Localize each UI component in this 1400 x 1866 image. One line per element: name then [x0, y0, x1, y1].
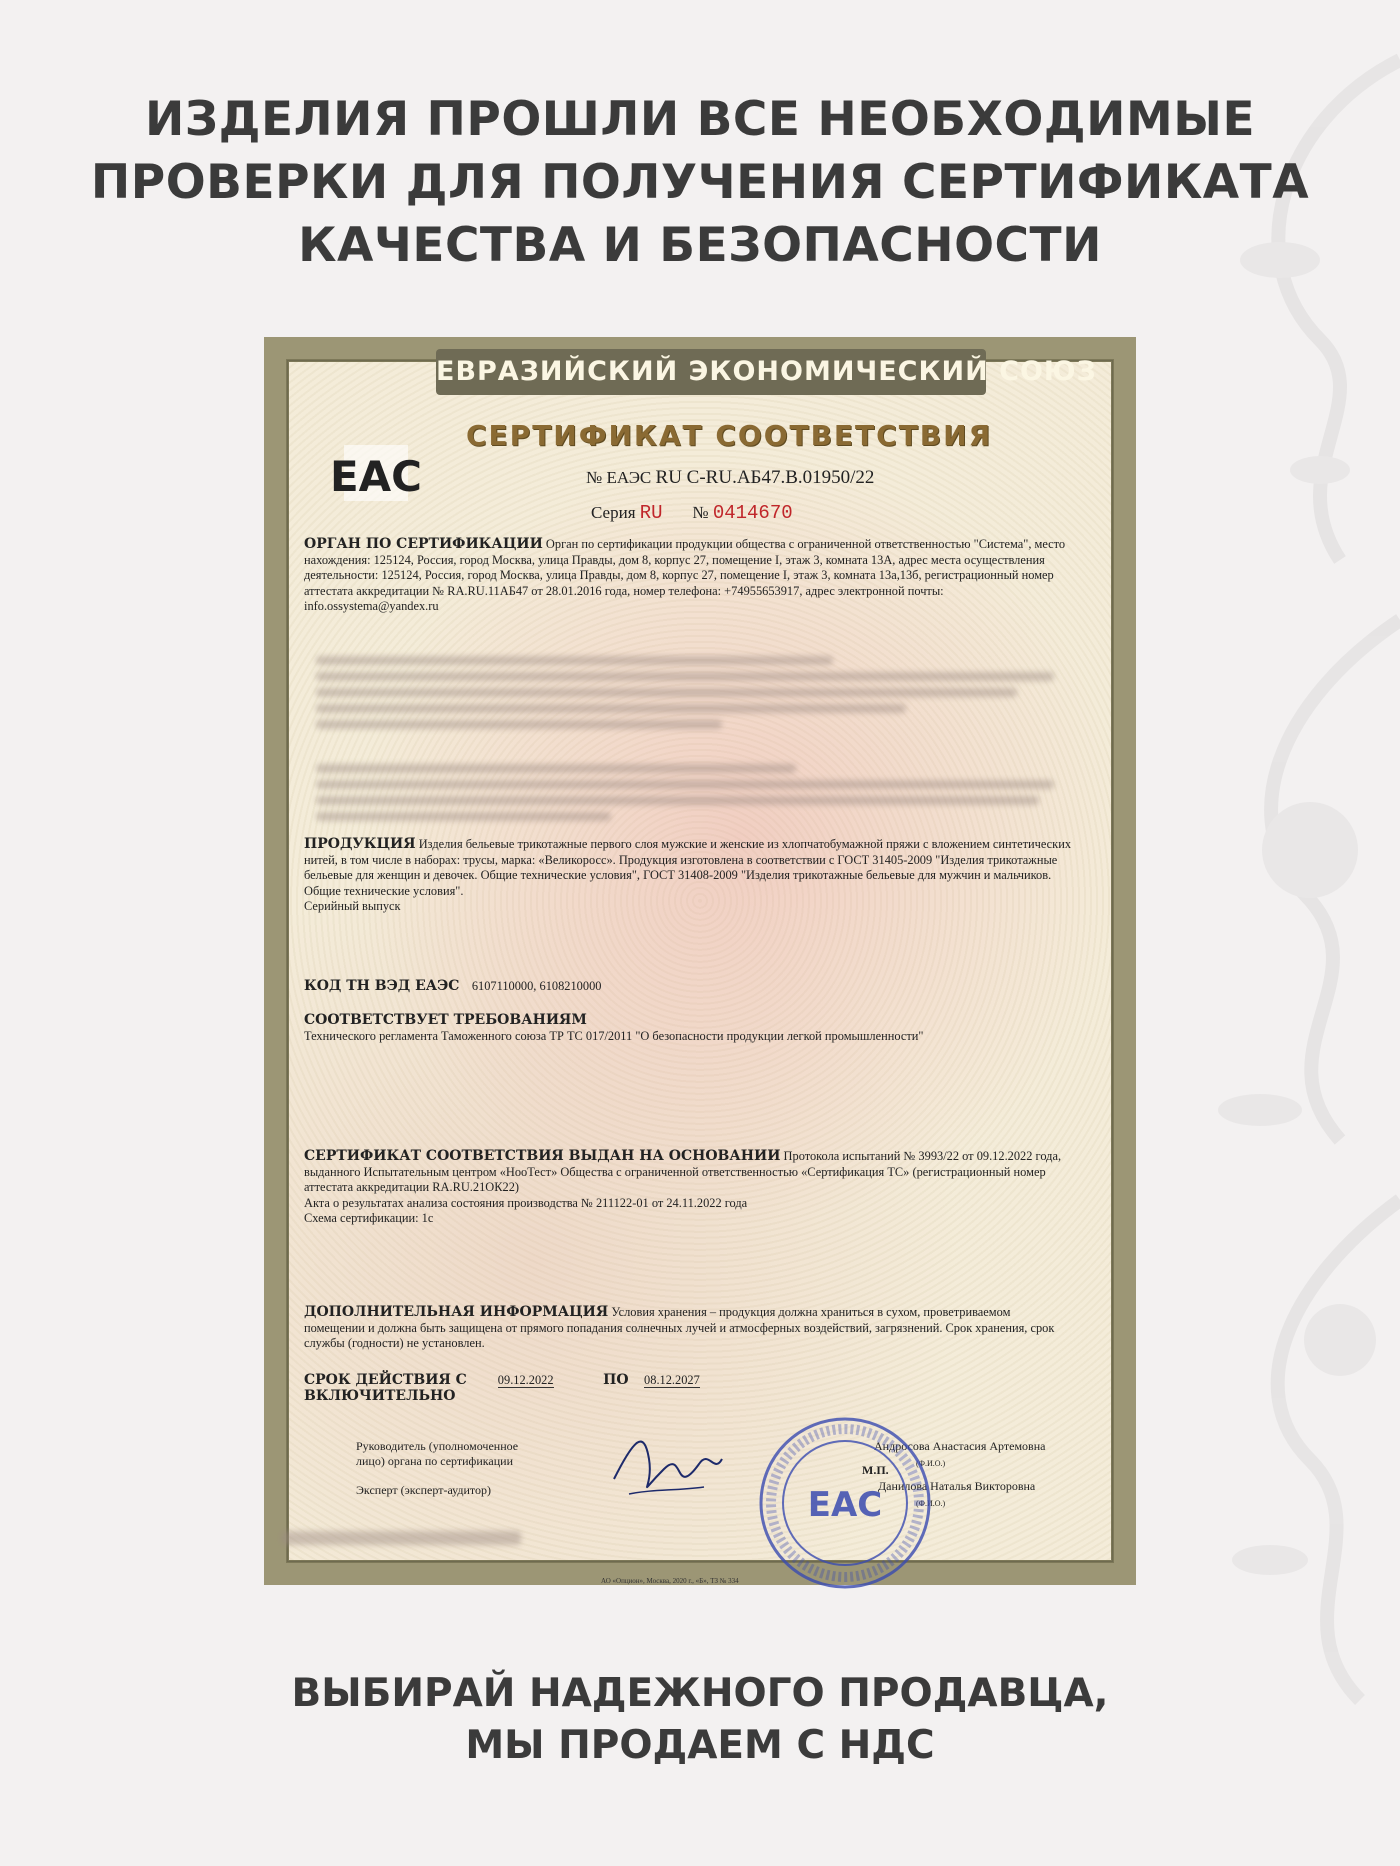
head-fio: (Ф.И.О.): [916, 1459, 946, 1468]
footer-line-1: ВЫБИРАЙ НАДЕЖНОГО ПРОДАВЦА,: [291, 1671, 1109, 1716]
signer-redacted: [281, 1524, 521, 1552]
series-value: RU: [639, 502, 663, 524]
expert-label: Эксперт (эксперт-аудитор): [356, 1483, 492, 1497]
basis-label: СЕРТИФИКАТ СООТВЕТСТВИЯ ВЫДАН НА ОСНОВАНИИ: [304, 1148, 781, 1164]
head-name: Андросова Анастасия Артемовна: [874, 1439, 1046, 1453]
certification-stamp: [756, 1414, 934, 1592]
stamp-mp: М.П.: [862, 1463, 889, 1477]
printer-imprint: АО «Опцион», Москва, 2020 г., «Б», ТЗ № 334: [601, 1577, 739, 1585]
headline-line-3: КАЧЕСТВА И БЕЗОПАСНОСТИ: [298, 218, 1102, 273]
headline-line-1: ИЗДЕЛИЯ ПРОШЛИ ВСЕ НЕОБХОДИМЫЕ: [144, 92, 1256, 147]
head-label-line-1: Руководитель (уполномоченное: [356, 1439, 519, 1453]
manufacturer-redacted: [316, 757, 1054, 828]
requirements-section: [304, 1013, 1074, 1044]
reg-number: RU C-RU.АБ47.В.01950/22: [655, 467, 875, 488]
certification-body-text: Орган по сертификации продукции общества с ограниченной ответственностью "Система", место нахождения: 125124, Россия, город Москва, улица Правды, дом 8, корпус 27, помещение I, этаж 3, комната 13А, адрес места осуществления деятельности: 125124, Россия, город Москва, улица Правды, дом 8, корпус 27, помещение I, этаж 3, комната 13а,13б, регистрационный номер аттестата аккредитации № RA.RU.11АБ47 от 28.01.2016 года, номер телефона: +74955653917, адрес электронной почты: info.ossystema@yandex.ru: [304, 537, 1066, 613]
additional-label: ДОПОЛНИТЕЛЬНАЯ ИНФОРМАЦИЯ: [304, 1304, 609, 1320]
product-section: [304, 837, 1074, 915]
svg-text:ЕАС: ЕАС: [807, 1485, 883, 1525]
additional-text: Условия хранения – продукция должна храниться в сухом, проветриваемом помещении и должна быть защищена от прямого попадания солнечных лучей и атмосферных воздействий, загрязнений. Срок хранения, срок службы (годности) не установлен.: [304, 1305, 1055, 1350]
validity-from-label: СРОК ДЕЙСТВИЯ С: [304, 1372, 467, 1388]
applicant-redacted: [316, 649, 1054, 736]
product-label: ПРОДУКЦИЯ: [304, 836, 416, 852]
footer-line-2: МЫ ПРОДАЕМ С НДС: [465, 1723, 935, 1768]
eac-logo-icon: [329, 445, 423, 501]
union-banner: ЕВРАЗИЙСКИЙ ЭКОНОМИЧЕСКИЙ СОЮЗ: [436, 349, 986, 395]
number-label: №: [692, 503, 709, 522]
basis-act: Акта о результатах анализа состояния производства № 211122-01 от 24.11.2022 года: [304, 1195, 748, 1210]
tnved-value: 6107110000, 6108210000: [471, 979, 602, 993]
product-release: Серийный выпуск: [304, 899, 401, 913]
headline: [0, 88, 1400, 277]
validity-section: [304, 1373, 1074, 1404]
series-line: [591, 502, 793, 524]
footer: [0, 1668, 1400, 1772]
certificate-image: [264, 337, 1136, 1585]
expert-fio: (Ф.И.О.): [916, 1499, 946, 1508]
headline-line-2: ПРОВЕРКИ ДЛЯ ПОЛУЧЕНИЯ СЕРТИФИКАТА: [90, 155, 1310, 210]
head-signature-label: [356, 1439, 518, 1469]
registration-line: [586, 467, 874, 489]
validity-inclusive-label: ВКЛЮЧИТЕЛЬНО: [304, 1387, 456, 1404]
basis-text: Протокола испытаний № 3993/22 от 09.12.2022 года, выданного Испытательным центром «НооТест» Общества с ограниченной ответственностью «Сертификация ТС» (регистрационный номер аттестата аккредитации RA.RU.21ОК22): [304, 1149, 1062, 1194]
basis-section: [304, 1149, 1074, 1227]
series-label: Серия: [591, 503, 636, 522]
expert-name: Данилова Наталья Викторовна: [878, 1479, 1036, 1493]
validity-to: 08.12.2027: [644, 1373, 700, 1387]
certification-body-label: ОРГАН ПО СЕРТИФИКАЦИИ: [304, 536, 543, 552]
certification-body-section: [304, 537, 1074, 615]
requirements-label: СООТВЕТСТВУЕТ ТРЕБОВАНИЯМ: [304, 1012, 587, 1028]
validity-from: 09.12.2022: [497, 1373, 554, 1387]
number-value: 0414670: [712, 502, 793, 524]
product-text: Изделия бельевые трикотажные первого слоя мужские и женские из хлопчатобумажной пряжи с вложением синтетических нитей, в том числе в наборах: трусы, марка: «Великоросс». Продукция изготовлена в соответствии с ГОСТ 31405-2009 "Изделия трикотажные бельевые для женщин и девочек. Общие технические условия", ГОСТ 31408-2009 "Изделия трикотажные бельевые для мужчин и мальчиков. Общие технические условия".: [304, 837, 1072, 898]
eac-logo-text: ЕАС: [329, 452, 423, 501]
handwritten-signature: [604, 1419, 724, 1509]
validity-to-label: ПО: [603, 1372, 629, 1388]
head-label-line-2: лицо) органа по сертификации: [356, 1454, 513, 1468]
tnved-section: [304, 979, 1074, 995]
basis-scheme: Схема сертификации: 1с: [304, 1211, 434, 1225]
requirements-text: Технического регламента Таможенного союза ТР ТС 017/2011 "О безопасности продукции легкой промышленности": [304, 1028, 924, 1043]
tnved-label: КОД ТН ВЭД ЕАЭС: [304, 978, 460, 994]
certificate-title: СЕРТИФИКАТ СООТВЕТСТВИЯ: [466, 419, 993, 452]
additional-section: [304, 1305, 1074, 1352]
reg-prefix: № ЕАЭС: [586, 468, 652, 487]
